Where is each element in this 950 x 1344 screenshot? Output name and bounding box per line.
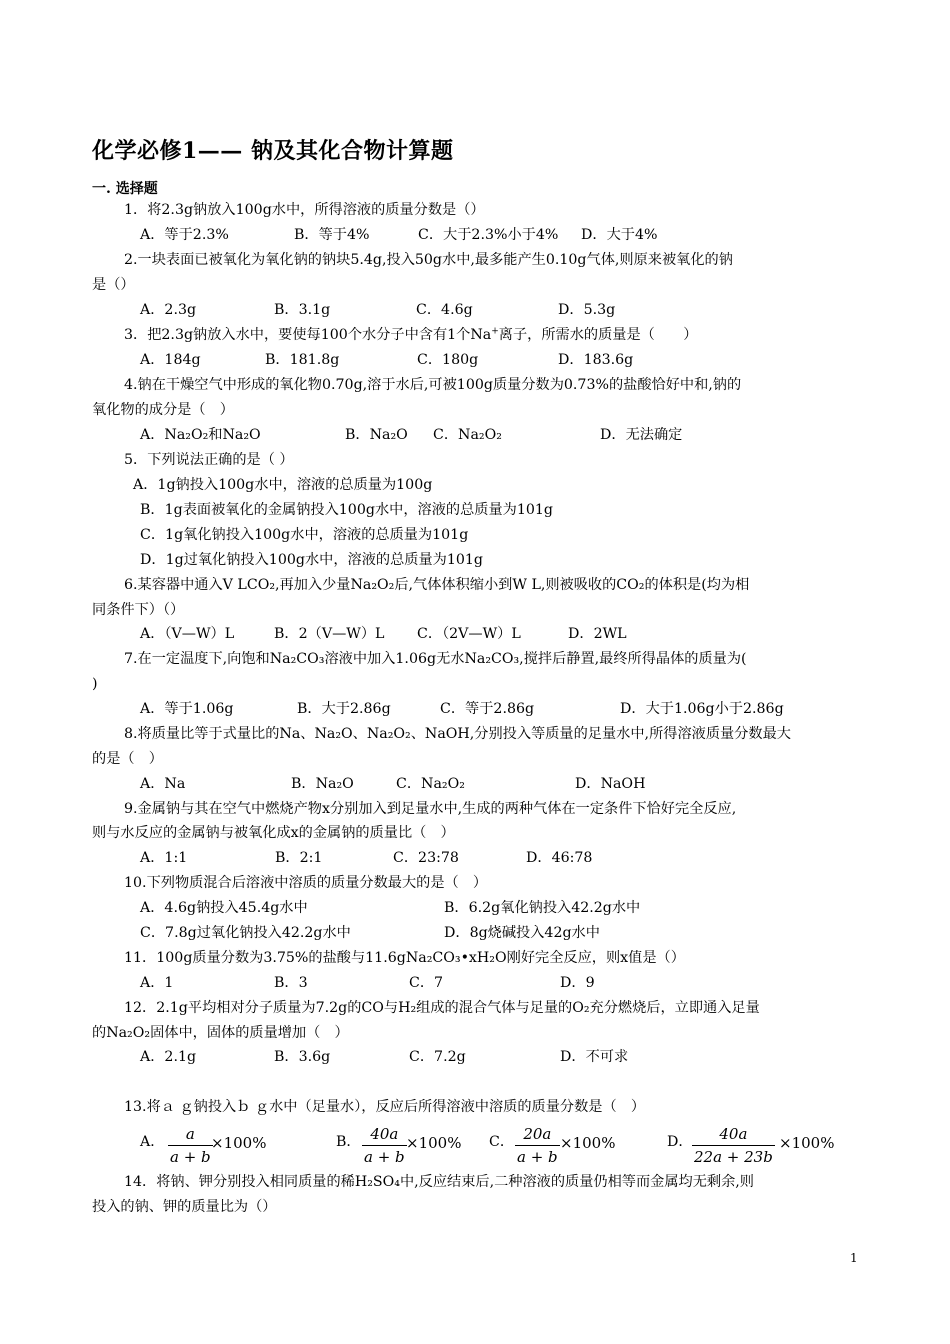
q13-d-numerator: 40a bbox=[692, 1124, 775, 1146]
q5-option-c: C．1g氧化钠投入100g水中，溶液的总质量为101g bbox=[140, 527, 469, 543]
q6-option-b: B．2（V—W）L bbox=[274, 626, 385, 642]
q13-option-c-fraction bbox=[515, 1124, 560, 1167]
q1-option-b: B．等于4% bbox=[294, 227, 370, 243]
question-12-line-2: 的Na₂O₂固体中，固体的质量增加（ ） bbox=[92, 1025, 349, 1041]
q13-a-numerator: a bbox=[168, 1124, 213, 1146]
q13-option-d-suffix: ×100% bbox=[779, 1134, 835, 1152]
question-9-line-1: 9.金属钠与其在空气中燃烧产物x分别加入到足量水中,生成的两种气体在一定条件下恰好完全反应, bbox=[124, 801, 737, 817]
q12-option-d: D．不可求 bbox=[560, 1049, 629, 1065]
question-5: 5．下列说法正确的是（ ） bbox=[124, 452, 294, 468]
q4-option-a: A．Na₂O₂和Na₂O bbox=[140, 427, 261, 443]
q3-text-b: 离子，所需水的质量是（ ） bbox=[498, 327, 698, 343]
question-8-line-1: 8.将质量比等于式量比的Na、Na₂O、Na₂O₂、NaOH,分别投入等质量的足量水中,所得溶液质量分数最大 bbox=[124, 726, 791, 742]
question-7-line-2: ) bbox=[92, 676, 98, 692]
question-6-line-2: 同条件下）（） bbox=[92, 602, 185, 618]
question-4-line-2: 氧化物的成分是（ ） bbox=[92, 402, 234, 418]
q13-b-denominator: a + b bbox=[364, 1148, 405, 1166]
q13-option-a-label: A． bbox=[140, 1134, 165, 1150]
question-1: 1．将2.3g钠放入100g水中，所得溶液的质量分数是（） bbox=[124, 202, 485, 218]
q13-option-a-fraction bbox=[168, 1124, 213, 1167]
q10-option-d: D．8g烧碱投入42g水中 bbox=[444, 925, 600, 941]
q5-option-a: A．1g钠投入100g水中，溶液的总质量为100g bbox=[133, 477, 433, 493]
question-12-line-1: 12．2.1g平均相对分子质量为7.2g的CO与H₂组成的混合气体与足量的O₂充分燃烧后，立即通入足量 bbox=[124, 1000, 760, 1016]
q12-option-c: C．7.2g bbox=[409, 1049, 466, 1065]
q1-option-d: D．大于4% bbox=[581, 227, 658, 243]
page-number: 1 bbox=[850, 1251, 858, 1265]
q13-option-d-fraction bbox=[692, 1124, 775, 1167]
q8-option-a: A．Na bbox=[140, 776, 186, 792]
question-4-line-1: 4.钠在干燥空气中形成的氧化物0.70g,溶于水后,可被100g质量分数为0.73%的盐酸恰好中和,钠的 bbox=[124, 377, 742, 393]
q1-option-a: A．等于2.3% bbox=[140, 227, 229, 243]
q8-option-b: B．Na₂O bbox=[291, 776, 354, 792]
q13-a-denominator: a + b bbox=[170, 1148, 211, 1166]
q6-option-d: D．2WL bbox=[568, 626, 627, 642]
q13-d-denominator: 22a + 23b bbox=[694, 1148, 773, 1166]
section-heading: 一. 选择题 bbox=[92, 181, 158, 197]
question-7-line-1: 7.在一定温度下,向饱和Na₂CO₃溶液中加入1.06g无水Na₂CO₃,搅拌后静置,最终所得晶体的质量为( bbox=[124, 651, 747, 667]
q13-option-d-label: D． bbox=[667, 1134, 693, 1150]
question-14-line-2: 投入的钠、钾的质量比为（） bbox=[92, 1199, 277, 1215]
q2-option-a: A．2.3g bbox=[140, 302, 197, 318]
q4-option-c: C．Na₂O₂ bbox=[433, 427, 502, 443]
q1-option-c: C．大于2.3%小于4% bbox=[418, 227, 559, 243]
q3-text-a: 3．把2.3g钠放入水中，要使每100个水分子中含有1个Na bbox=[124, 327, 492, 343]
q3-option-d: D．183.6g bbox=[558, 352, 634, 368]
q9-option-d: D．46:78 bbox=[526, 850, 593, 866]
q9-option-b: B．2:1 bbox=[275, 850, 323, 866]
page-title: 化学必修1—— 钠及其化合物计算题 bbox=[92, 138, 454, 164]
q6-option-c: C．（2V—W）L bbox=[417, 626, 521, 642]
q7-option-d: D．大于1.06g小于2.86g bbox=[620, 701, 784, 717]
q5-option-d: D．1g过氧化钠投入100g水中，溶液的总质量为101g bbox=[140, 552, 483, 568]
question-14-line-1: 14．将钠、钾分别投入相同质量的稀H₂SO₄中,反应结束后,二种溶液的质量仍相等而金属均无剩余,则 bbox=[124, 1174, 754, 1190]
q10-option-a: A．4.6g钠投入45.4g水中 bbox=[140, 900, 308, 916]
q7-option-b: B．大于2.86g bbox=[297, 701, 391, 717]
q13-c-denominator: a + b bbox=[517, 1148, 558, 1166]
q12-option-a: A．2.1g bbox=[140, 1049, 197, 1065]
q2-option-d: D．5.3g bbox=[558, 302, 616, 318]
q11-option-b: B．3 bbox=[274, 975, 308, 991]
question-2-line-2: 是（） bbox=[92, 277, 135, 293]
question-13: 13.将ａ ｇ钠投入ｂ ｇ水中（足量水），反应后所得溶液中溶质的质量分数是（ ） bbox=[124, 1099, 646, 1115]
q3-option-a: A．184g bbox=[140, 352, 201, 368]
q2-option-c: C．4.6g bbox=[416, 302, 473, 318]
q2-option-b: B．3.1g bbox=[274, 302, 331, 318]
question-9-line-2: 则与水反应的金属钠与被氧化成x的金属钠的质量比（ ） bbox=[92, 825, 455, 841]
q3-option-c: C．180g bbox=[417, 352, 479, 368]
q10-option-c: C．7.8g过氧化钠投入42.2g水中 bbox=[140, 925, 351, 941]
q13-option-c-suffix: ×100% bbox=[560, 1134, 616, 1152]
q13-c-numerator: 20a bbox=[515, 1124, 560, 1146]
question-8-line-2: 的是（ ） bbox=[92, 751, 163, 767]
question-10: 10.下列物质混合后溶液中溶质的质量分数最大的是（ ） bbox=[124, 875, 488, 891]
q7-option-a: A．等于1.06g bbox=[140, 701, 234, 717]
q7-option-c: C．等于2.86g bbox=[440, 701, 535, 717]
q4-option-b: B．Na₂O bbox=[345, 427, 408, 443]
q13-option-a-suffix: ×100% bbox=[211, 1134, 267, 1152]
q4-option-d: D．无法确定 bbox=[600, 427, 683, 443]
q13-option-b-suffix: ×100% bbox=[406, 1134, 462, 1152]
q13-option-b-fraction bbox=[362, 1124, 407, 1167]
q13-option-b-label: B． bbox=[336, 1134, 361, 1150]
q13-b-numerator: 40a bbox=[362, 1124, 407, 1146]
q8-option-d: D．NaOH bbox=[575, 776, 646, 792]
q11-option-c: C．7 bbox=[409, 975, 444, 991]
q6-option-a: A．（V—W）L bbox=[140, 626, 235, 642]
q13-option-c-label: C． bbox=[489, 1134, 515, 1150]
question-2-line-1: 2.一块表面已被氧化为氧化钠的钠块5.4g,投入50g水中,最多能产生0.10g气体,则原来被氧化的钠 bbox=[124, 252, 733, 268]
question-11: 11．100g质量分数为3.75%的盐酸与11.6gNa₂CO₃•xH₂O刚好完全反应，则x值是（） bbox=[124, 950, 685, 966]
q3-option-b: B．181.8g bbox=[265, 352, 340, 368]
question-3 bbox=[124, 323, 697, 348]
q11-option-a: A．1 bbox=[140, 975, 174, 991]
q5-option-b: B．1g表面被氧化的金属钠投入100g水中，溶液的总质量为101g bbox=[140, 502, 553, 518]
q11-option-d: D．9 bbox=[560, 975, 595, 991]
q3-superscript: + bbox=[491, 326, 499, 337]
q10-option-b: B．6.2g氧化钠投入42.2g水中 bbox=[444, 900, 641, 916]
question-6-line-1: 6.某容器中通入V LCO₂,再加入少量Na₂O₂后,气体体积缩小到W L,则被吸收的CO₂的体积是(均为相 bbox=[124, 577, 750, 593]
q9-option-c: C．23:78 bbox=[393, 850, 459, 866]
q8-option-c: C．Na₂O₂ bbox=[396, 776, 465, 792]
q12-option-b: B．3.6g bbox=[274, 1049, 331, 1065]
q9-option-a: A．1:1 bbox=[140, 850, 188, 866]
